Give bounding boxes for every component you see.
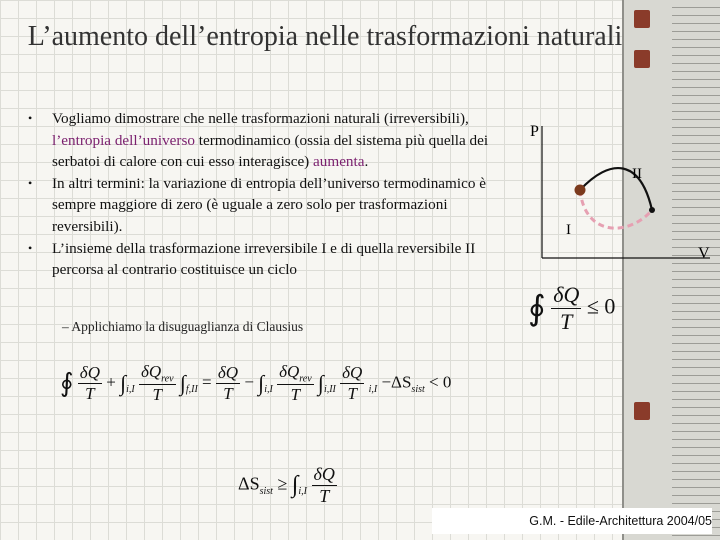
delta-s-term: ΔS (238, 473, 260, 494)
integral-limits: f,II (185, 384, 198, 395)
fraction-numerator (277, 362, 314, 385)
integral-limits: i,I (298, 486, 308, 498)
axis-label-p: P (530, 123, 539, 140)
bullet-text: In altri termini: la variazione di entropia dell’universo termodinamico è sempre maggiore di zero (è uguale a zero solo per trasformazioni reversibili). (52, 174, 486, 235)
minus-sign: − (244, 372, 254, 392)
final-state-point (649, 207, 655, 213)
bullet-text: . (364, 153, 369, 171)
highlight-text: aumenta (313, 153, 365, 171)
axis-label-v: V (698, 245, 710, 262)
label-I: I (566, 222, 571, 238)
fraction-denominator: T (560, 309, 573, 334)
fraction (312, 464, 337, 507)
bullet-item (26, 108, 492, 173)
bullet-dot: • (28, 240, 33, 255)
ruler-decoration (622, 0, 720, 540)
bullet-list (26, 108, 492, 281)
inequality-relation: ≤ 0 (586, 293, 616, 319)
fraction-numerator: δQ (342, 363, 363, 383)
fraction (551, 282, 581, 335)
closed-integral-sign: ∮ (528, 290, 546, 328)
inequality-relation: ≥ (277, 473, 288, 494)
sub-bullet-text: Applichiamo la disuguaglianza di Clausius (71, 319, 304, 334)
fraction-numerator: δQ (217, 363, 239, 383)
clausius-inequality (528, 282, 615, 335)
fraction (216, 363, 240, 404)
highlight-text: l’entropia dell’universo (52, 131, 195, 149)
bullet-dot: • (28, 111, 33, 125)
fraction (139, 362, 176, 405)
sist-subscript: sist (259, 486, 273, 498)
integral-sign: ∫ (258, 370, 265, 396)
pv-diagram (520, 118, 720, 268)
integral-limits: i,I (368, 384, 378, 395)
label-II: II (632, 166, 642, 182)
bullet-text: L’insieme della trasformazione irreversibile I e di quella reversibile II percorsa al contrario costituisce un ciclo (52, 239, 476, 279)
numerator-text: δQ (140, 362, 162, 381)
integral-sign: ∫ (317, 370, 324, 396)
ruler-marker (634, 402, 650, 420)
fraction-denominator: T (319, 486, 330, 506)
bullet-item (26, 238, 492, 281)
ruler-ticks (672, 0, 720, 540)
fraction-denominator: T (152, 385, 162, 405)
integral-limits: i,I (264, 384, 273, 395)
delta-s-term: −ΔS (381, 372, 412, 392)
rev-subscript: rev (161, 373, 174, 385)
slide-title: L’aumento dell’entropia nelle trasformazioni naturali (27, 21, 623, 52)
integral-limits: i,I (126, 384, 135, 395)
bullet-item (26, 173, 492, 238)
fraction-denominator: T (223, 384, 233, 404)
inequality-relation: < 0 (429, 372, 452, 392)
numerator-text: δQ (279, 362, 300, 381)
fraction-denominator: T (85, 384, 95, 404)
fraction (277, 362, 314, 405)
fraction (340, 363, 364, 404)
fraction-numerator: δQ (553, 282, 580, 307)
fraction-denominator: T (347, 384, 357, 404)
fraction (78, 363, 102, 404)
rev-subscript: rev (299, 373, 312, 385)
path-I (580, 190, 652, 228)
initial-state-point (575, 185, 586, 196)
sub-bullet: – Applichiamo la disuguaglianza di Clausius (62, 319, 304, 334)
equals-sign: = (202, 372, 212, 392)
fraction-numerator: δQ (313, 464, 335, 484)
fraction-denominator: T (290, 385, 301, 405)
plus-sign: + (106, 372, 116, 392)
bullet-text: termodinamico (ossia del sistema più quella dei serbatoi di calore con cui esso interagisce) (52, 131, 489, 171)
bullet-dot: • (28, 175, 33, 190)
bullet-text: Vogliamo dimostrare che nelle trasformazioni naturali (irreversibili), (52, 110, 469, 127)
integral-limits: i,II (323, 384, 336, 395)
cycle-equation (60, 362, 451, 405)
integral-sign: ∫ (120, 370, 127, 396)
fraction-numerator (139, 362, 176, 385)
closed-integral-sign: ∮ (60, 368, 74, 398)
sist-subscript: sist (411, 384, 425, 395)
integral-sign: ∫ (179, 370, 186, 396)
entropy-result-equation (238, 464, 337, 507)
integral-sign: ∫ (291, 472, 299, 498)
footer-credit: G.M. - Edile-Architettura 2004/05 (432, 508, 712, 534)
fraction-numerator: δQ (79, 363, 100, 383)
